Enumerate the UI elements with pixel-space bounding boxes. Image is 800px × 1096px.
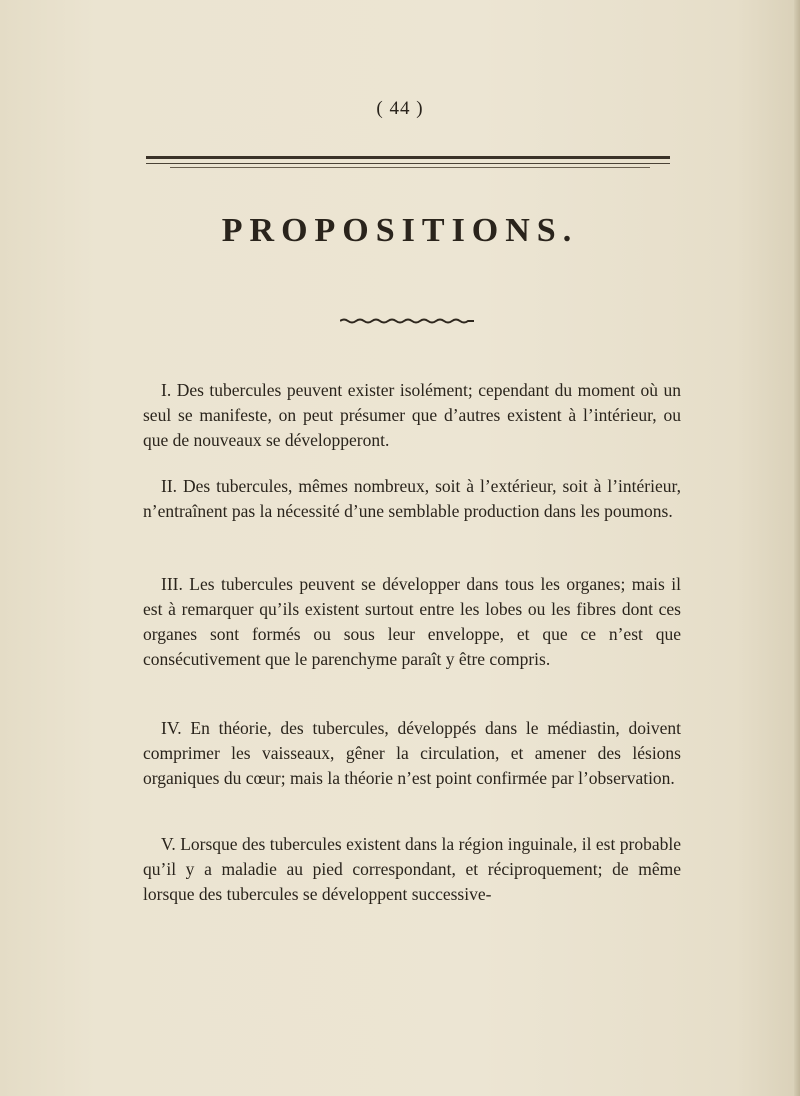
proposition-numeral: III. xyxy=(161,574,183,594)
proposition-text: Des tubercules peuvent exister isolément; cependant du moment où un seul se manifeste, on peut présumer que d’autres existent à l’intérieur, ou que de nouveaux se développeront. xyxy=(143,380,681,450)
proposition-2 xyxy=(143,474,681,524)
page-edge xyxy=(794,0,800,1096)
proposition-4 xyxy=(143,716,681,791)
proposition-text: Les tubercules peuvent se développer dans tous les organes; mais il est à remarquer qu’ils existent surtout entre les lobes ou les fibres dont ces organes sont formés ou sous leur enveloppe, et que ce n’est que consécutivement que le parenchyme paraît y être compris. xyxy=(143,574,681,669)
proposition-3 xyxy=(143,572,681,672)
ornamental-divider xyxy=(340,318,474,324)
proposition-5 xyxy=(143,832,681,907)
proposition-numeral: V. xyxy=(161,834,176,854)
header-rule-thin xyxy=(146,163,670,164)
proposition-text: En théorie, des tubercules, développés dans le médiastin, doivent comprimer les vaisseaux, gêner la circulation, et amener des lésions organiques du cœur; mais la théorie n’est point confirmée par l’observation. xyxy=(143,718,682,788)
header-rule-thick xyxy=(146,156,670,159)
section-heading: PROPOSITIONS. xyxy=(221,212,579,249)
proposition-1 xyxy=(143,378,681,453)
proposition-numeral: II. xyxy=(161,476,178,496)
proposition-numeral: I. xyxy=(161,380,172,400)
proposition-text: Des tubercules, mêmes nombreux, soit à l’extérieur, soit à l’intérieur, n’entraînent pas la nécessité d’une semblable production dans les poumons. xyxy=(143,476,682,521)
header-rule-thin-lower xyxy=(170,167,650,168)
page-number: ( 44 ) xyxy=(376,98,424,119)
proposition-numeral: IV. xyxy=(161,718,182,738)
proposition-text: Lorsque des tubercules existent dans la région inguinale, il est probable qu’il y a maladie au pied correspondant, et réciproquement; de même lorsque des tubercules se développent successive- xyxy=(143,834,681,904)
